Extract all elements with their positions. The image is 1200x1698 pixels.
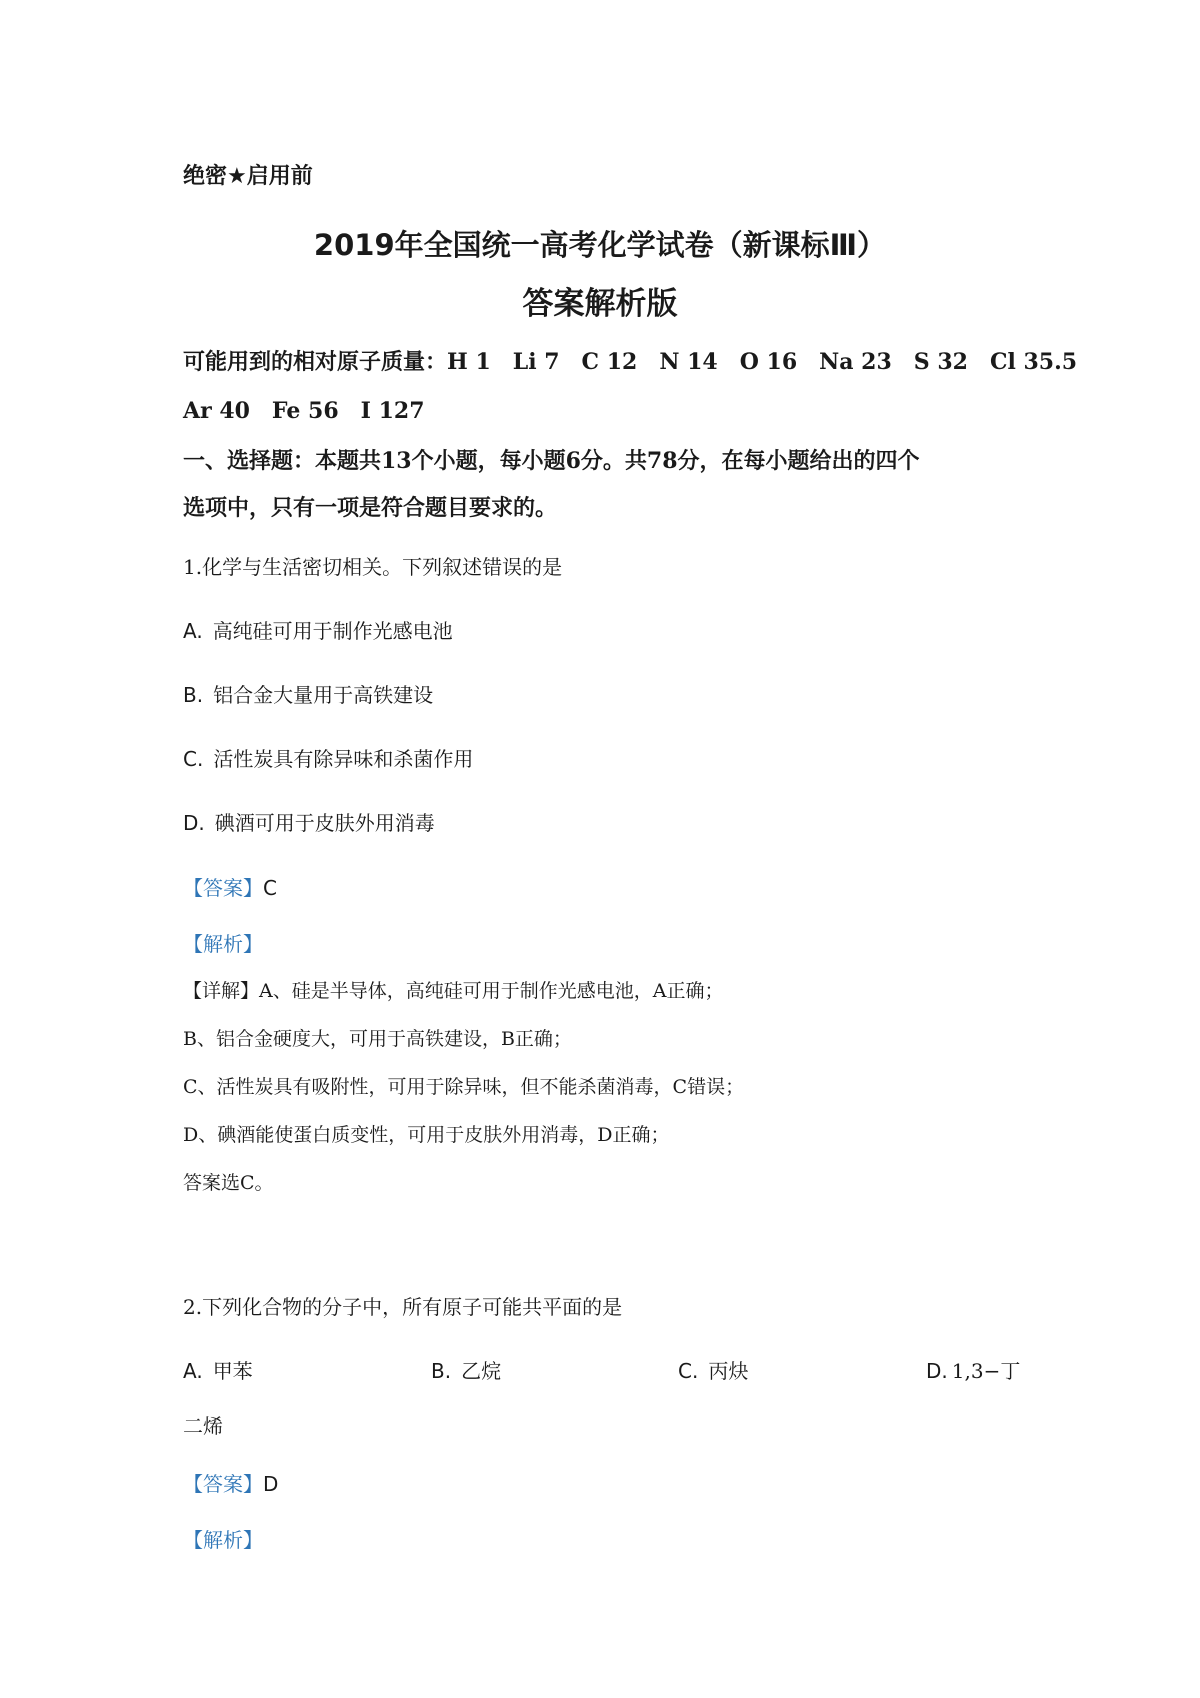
question-1-analysis-tag: 【解析】 (183, 932, 263, 956)
question-1-answer (183, 878, 277, 898)
question-2-option-d (926, 1361, 1020, 1381)
answer-value: C (263, 876, 277, 900)
option-text: 铝合金大量用于高铁建设 (213, 683, 434, 707)
question-2-answer (183, 1474, 278, 1494)
atomic-mass-line-1: 可能用到的相对原子质量：H 1 Li 7 C 12 N 14 O 16 Na 23 S 32 Cl 35.5 (183, 349, 1078, 375)
exam-title: 2019年全国统一高考化学试卷（新课标Ⅲ） (313, 228, 887, 262)
option-letter: D. (926, 1359, 948, 1383)
question-1-stem: 1.化学与生活密切相关。下列叙述错误的是 (183, 555, 563, 579)
option-text: 丙炔 (708, 1359, 749, 1383)
option-text: 1,3−丁 (951, 1359, 1021, 1383)
question-2-option-a (183, 1361, 253, 1381)
question-2-stem: 2.下列化合物的分子中，所有原子可能共平面的是 (183, 1295, 623, 1319)
question-1-option-a (183, 621, 453, 641)
option-letter: A. (183, 619, 203, 643)
secret-label: 绝密★启用前 (183, 164, 313, 189)
section-instruction-line-1: 一、选择题：本题共13个小题，每小题6分。共78分，在每小题给出的四个 (183, 448, 920, 474)
question-2-analysis-tag: 【解析】 (183, 1528, 263, 1552)
question-1-option-c (183, 749, 473, 769)
question-1-detail-line: C、活性炭具有吸附性，可用于除异味，但不能杀菌消毒，C错误； (183, 1076, 745, 1098)
option-letter: C. (678, 1359, 699, 1383)
option-letter: A. (183, 1359, 203, 1383)
answer-tag: 【答案】 (183, 1472, 263, 1496)
section-instruction-line-2: 选项中，只有一项是符合题目要求的。 (183, 495, 558, 521)
option-letter: B. (431, 1359, 452, 1383)
question-2-option-c (678, 1361, 748, 1381)
option-text: 高纯硅可用于制作光感电池 (212, 619, 453, 643)
question-1-detail-line: 答案选C。 (183, 1172, 274, 1194)
answer-tag: 【答案】 (183, 876, 263, 900)
question-1-detail-line: B、铝合金硬度大，可用于高铁建设，B正确； (183, 1028, 572, 1050)
atomic-mass-line-2: Ar 40 Fe 56 I 127 (183, 398, 425, 424)
exam-subtitle: 答案解析版 (522, 286, 678, 322)
question-1-option-d (183, 813, 435, 833)
option-letter: B. (183, 683, 204, 707)
option-letter: D. (183, 811, 205, 835)
question-1-detail-line: D、碘酒能使蛋白质变性，可用于皮肤外用消毒，D正确； (183, 1124, 670, 1146)
question-2-option-d-wrap: 二烯 (183, 1414, 223, 1438)
option-text: 活性炭具有除异味和杀菌作用 (213, 747, 474, 771)
answer-value: D (263, 1472, 279, 1496)
question-1-option-b (183, 685, 433, 705)
option-text: 碘酒可用于皮肤外用消毒 (214, 811, 435, 835)
option-letter: C. (183, 747, 204, 771)
question-1-detail-line: 【详解】A、硅是半导体，高纯硅可用于制作光感电池，A正确； (183, 980, 724, 1002)
option-text: 甲苯 (212, 1359, 253, 1383)
question-2-option-b (431, 1361, 501, 1381)
option-text: 乙烷 (461, 1359, 502, 1383)
